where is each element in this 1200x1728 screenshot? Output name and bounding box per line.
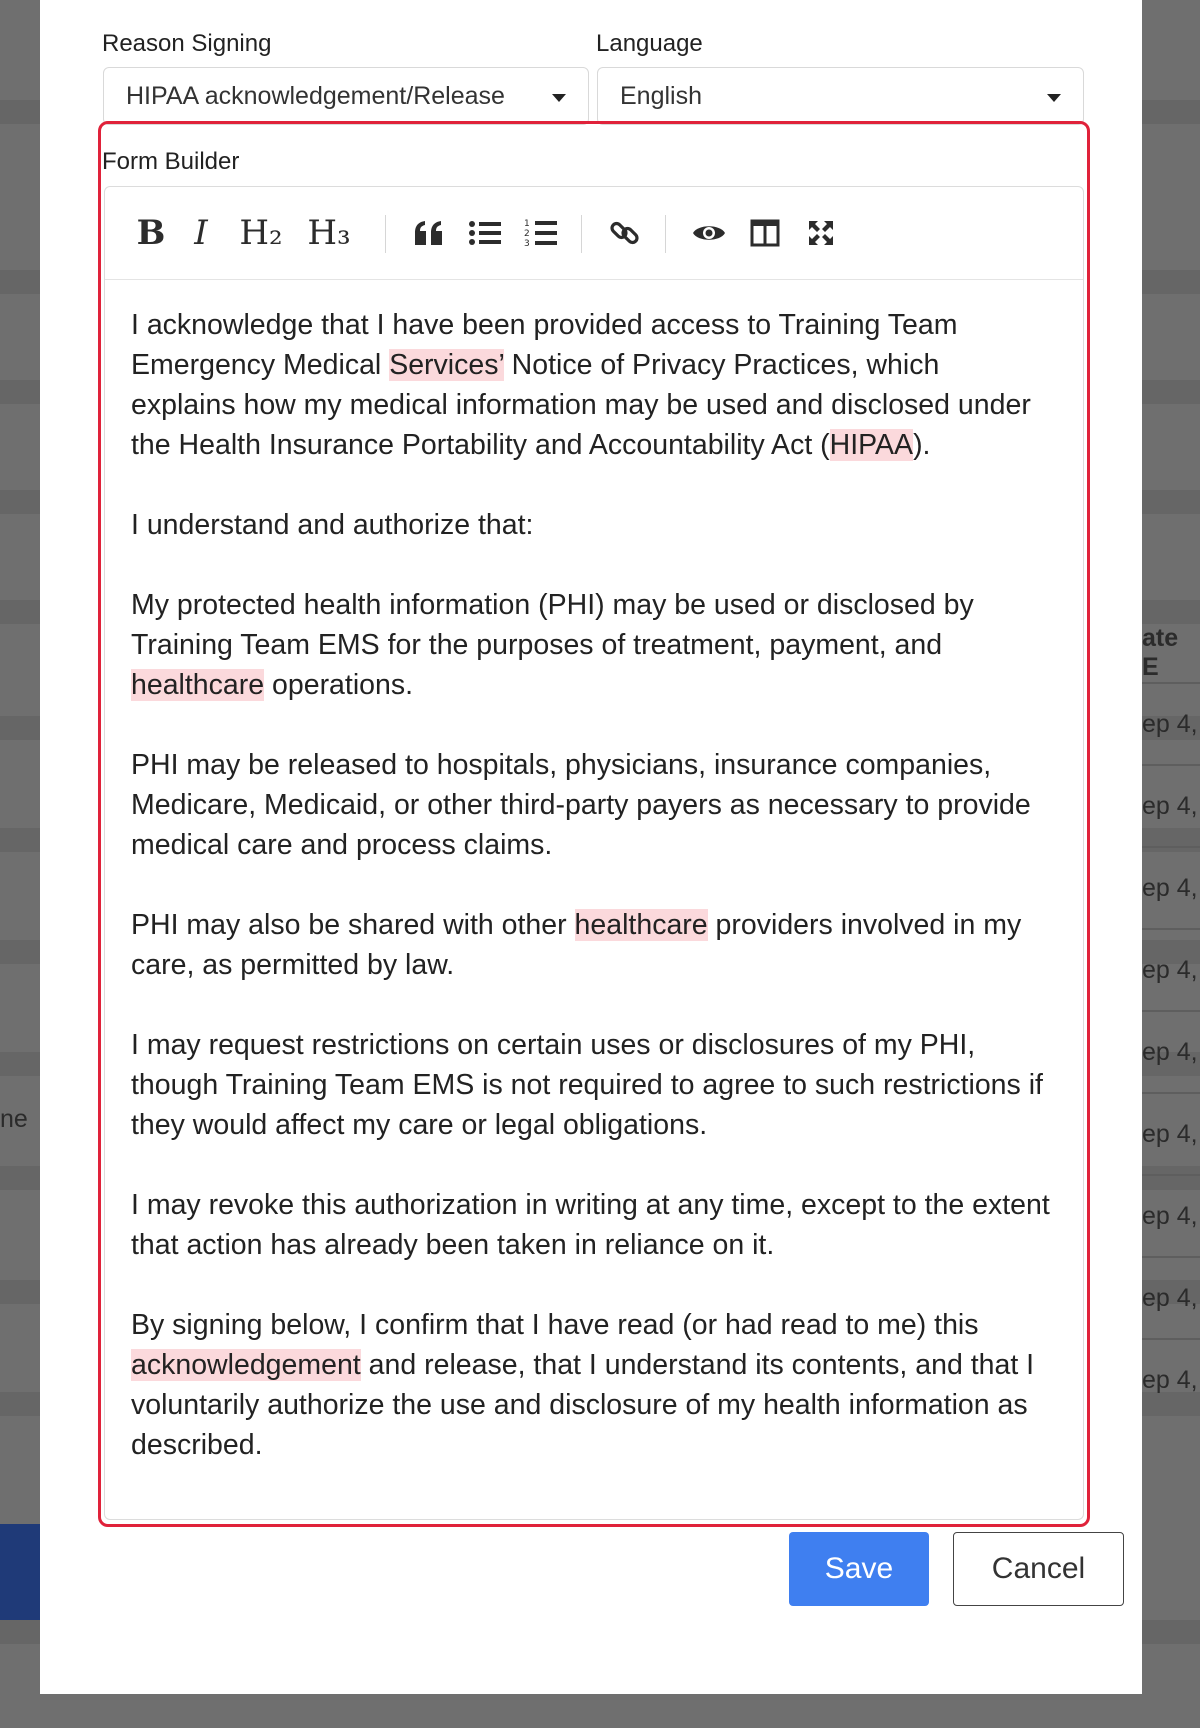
background-row-date: ep 4, [1142,792,1198,820]
bullet-list-button[interactable] [461,209,509,257]
chevron-down-icon [552,94,566,102]
background-row-divider [1142,928,1200,930]
reason-signing-select[interactable] [103,67,589,125]
background-primary-button [0,1524,42,1620]
content-paragraph: I understand and authorize that: [131,509,534,541]
background-row-divider [1142,1256,1200,1258]
italic-icon: I [194,213,208,253]
background-row-divider [1142,1338,1200,1340]
chevron-down-icon [1047,94,1061,102]
bullet-list-icon [468,219,502,247]
language-select[interactable] [597,67,1084,125]
side-by-side-button[interactable] [741,209,789,257]
background-row-date: ep 4, [1142,874,1198,902]
content-paragraph: PHI may be released to hospitals, physicians, insurance companies, Medicare, Medicaid, or other third-party payers as necessary to provide medical care and process claims. [131,749,1031,861]
markdown-editor[interactable] [104,186,1084,1520]
background-row-date: ep 4, [1142,710,1198,738]
content-text: Notice of Privacy Practices, which explains how my medical information may be used and disclosed under the Health Insurance Portability and Accountability Act ( [131,349,1031,461]
content-paragraph: I may revoke this authorization in writing at any time, except to the extent that action has already been taken in reliance on it. [131,1189,1050,1261]
background-row-date: ep 4, [1142,1038,1198,1066]
link-button[interactable] [601,209,649,257]
background-row-divider [1142,1010,1200,1012]
heading-3-icon: H₃ [307,213,351,253]
bold-button[interactable] [127,209,175,257]
background-column-header: ate E [1142,624,1179,681]
bold-icon: B [136,213,166,253]
background-row-date: ep 4, [1142,956,1198,984]
content-paragraph [131,905,1051,985]
spellcheck-highlight: healthcare [574,909,708,941]
italic-button[interactable] [177,209,225,257]
toolbar-separator [665,215,666,253]
background-row-date: ep 4, [1142,1120,1198,1148]
heading-2-icon: H₂ [239,213,283,253]
link-icon [609,217,641,249]
language-label: Language [596,30,703,57]
background-row-date: ep 4, [1142,1284,1198,1312]
editor-content[interactable] [131,305,1051,1505]
content-text: providers involved in my care, as permitted by law. [131,909,1022,981]
background-row-divider [1142,764,1200,766]
svg-text:3: 3 [524,239,530,248]
toolbar-separator [581,215,582,253]
background-row-divider [1142,846,1200,848]
signature-form-modal [40,0,1142,1694]
spellcheck-highlight: healthcare [131,669,265,701]
form-builder-label: Form Builder [102,148,240,175]
quote-button[interactable] [405,209,453,257]
content-paragraph [131,585,1051,705]
editor-toolbar [105,187,1083,280]
content-text: By signing below, I confirm that I have read (or had read to me) this [131,1309,979,1341]
content-text: I acknowledge that I have been provided access to Training Team Emergency Medical [131,309,958,381]
heading-2-button[interactable] [233,209,289,257]
preview-icon [692,221,726,245]
spellcheck-highlight: Services’ [389,349,504,381]
content-text: and release, that I understand its contents, and that I voluntarily authorize the use and disclosure of my health information as described. [131,1349,1035,1461]
background-row-divider [1142,1092,1200,1094]
background-row-date: ep 4, [1142,1202,1198,1230]
reason-signing-value: HIPAA acknowledgement/Release [126,82,505,110]
content-paragraph [131,1305,1051,1465]
numbered-list-icon [524,218,558,248]
numbered-list-button[interactable] [517,209,565,257]
content-paragraph [131,305,1051,465]
svg-text:1: 1 [524,219,530,229]
spellcheck-highlight: acknowledgement [131,1349,361,1381]
side-by-side-icon [750,219,780,247]
cancel-button[interactable]: Cancel [953,1532,1124,1606]
language-value: English [620,82,702,110]
toolbar-separator [385,215,386,253]
heading-3-button[interactable] [301,209,357,257]
background-row-divider [1142,1174,1200,1176]
content-text: PHI may also be shared with other [131,909,575,941]
background-text: ne [0,1105,28,1133]
content-text: operations. [264,669,414,701]
background-row-divider [1142,682,1200,684]
fullscreen-icon [806,218,836,248]
reason-signing-label: Reason Signing [102,30,272,57]
svg-text:2: 2 [524,229,530,239]
background-row-date: ep 4, [1142,1366,1198,1394]
save-button[interactable]: Save [789,1532,929,1606]
spellcheck-highlight: HIPAA [829,429,914,461]
quote-icon [413,219,445,247]
preview-button[interactable] [685,209,733,257]
content-text: My protected health information (PHI) may be used or disclosed by Training Team EMS for the purposes of treatment, payment, and [131,589,974,661]
content-text: ). [913,429,931,461]
content-paragraph: I may request restrictions on certain uses or disclosures of my PHI, though Training Team EMS is not required to agree to such restrictions if they would affect my care or legal obligations. [131,1029,1043,1141]
fullscreen-button[interactable] [797,209,845,257]
